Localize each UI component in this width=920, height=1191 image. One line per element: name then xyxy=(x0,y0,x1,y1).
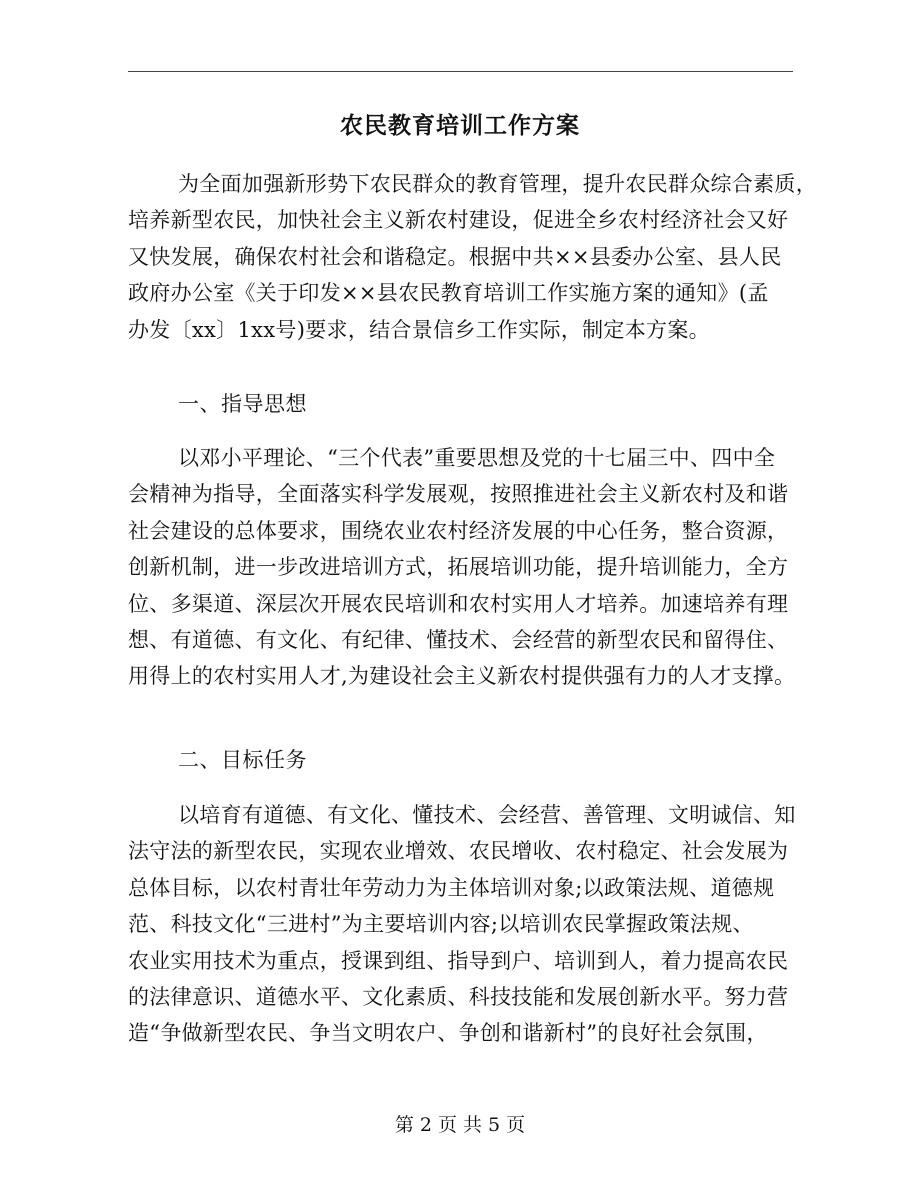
intro-line: 办发〔xx〕1xx号)要求，结合景信乡工作实际，制定本方案。 xyxy=(128,317,710,342)
paragraph-line: 创新机制，进一步改进培训方式，拓展培训功能，提升培训能力，全方 xyxy=(128,555,789,580)
paragraph-line: 以邓小平理论、“三个代表”重要思想及党的十七届三中、四中全 xyxy=(178,446,776,470)
intro-line: 政府办公室《关于印发××县农民教育培训工作实施方案的通知》(孟 xyxy=(128,281,769,306)
paragraph-line: 范、科技文化“三进村”为主要培训内容;以培训农民掌握政策法规、 xyxy=(128,912,754,937)
paragraph-line: 社会建设的总体要求，围绕农业农村经济发展的中心任务，整合资源， xyxy=(128,518,789,543)
document-title: 农民教育培训工作方案 xyxy=(340,112,580,139)
paragraph-line: 法守法的新型农民，实现农业增效、农民增收、农村稳定、社会发展为 xyxy=(128,839,789,864)
section-heading-goals-tasks: 二、目标任务 xyxy=(178,748,307,772)
paragraph-line: 的法律意识、道德水平、文化素质、科技技能和发展创新水平。努力营 xyxy=(128,984,789,1009)
paragraph-line: 以培育有道德、有文化、懂技术、会经营、善管理、文明诚信、知 xyxy=(178,803,796,827)
paragraph-line: 总体目标，以农村青壮年劳动力为主体培训对象;以政策法规、道德规 xyxy=(128,875,775,900)
paragraph-line: 农业实用技术为重点，授课到组、指导到户、培训到人，着力提高农民 xyxy=(128,948,789,973)
page-number: 第 2 页 共 5 页 xyxy=(394,1114,526,1136)
guiding-ideology-paragraph xyxy=(128,440,800,695)
section-heading-guiding-ideology: 一、指导思想 xyxy=(178,392,307,416)
intro-line: 为全面加强新形势下农民群众的教育管理，提升农民群众综合素质， xyxy=(178,172,817,196)
intro-line: 又快发展，确保农村社会和谐稳定。根据中共××县委办公室、县人民 xyxy=(128,244,782,269)
header-rule xyxy=(128,71,793,72)
paragraph-line: 会精神为指导，全面落实科学发展观，按照推进社会主义新农村及和谐 xyxy=(128,482,789,507)
paragraph-line: 想、有道德、有文化、有纪律、懂技术、会经营的新型农民和留得住、 xyxy=(128,627,789,652)
intro-paragraph xyxy=(128,166,817,348)
paragraph-line: 用得上的农村实用人才,为建设社会主义新农村提供强有力的人才支撑。 xyxy=(128,664,796,689)
paragraph-line: 位、多渠道、深层次开展农民培训和农村实用人才培养。加速培养有理 xyxy=(128,591,789,616)
intro-line: 培养新型农民，加快社会主义新农村建设，促进全乡农村经济社会又好 xyxy=(128,208,789,233)
paragraph-line: 造“争做新型农民、争当文明农户、争创和谐新村”的良好社会氛围， xyxy=(128,1021,768,1046)
goals-tasks-paragraph xyxy=(128,797,800,1052)
